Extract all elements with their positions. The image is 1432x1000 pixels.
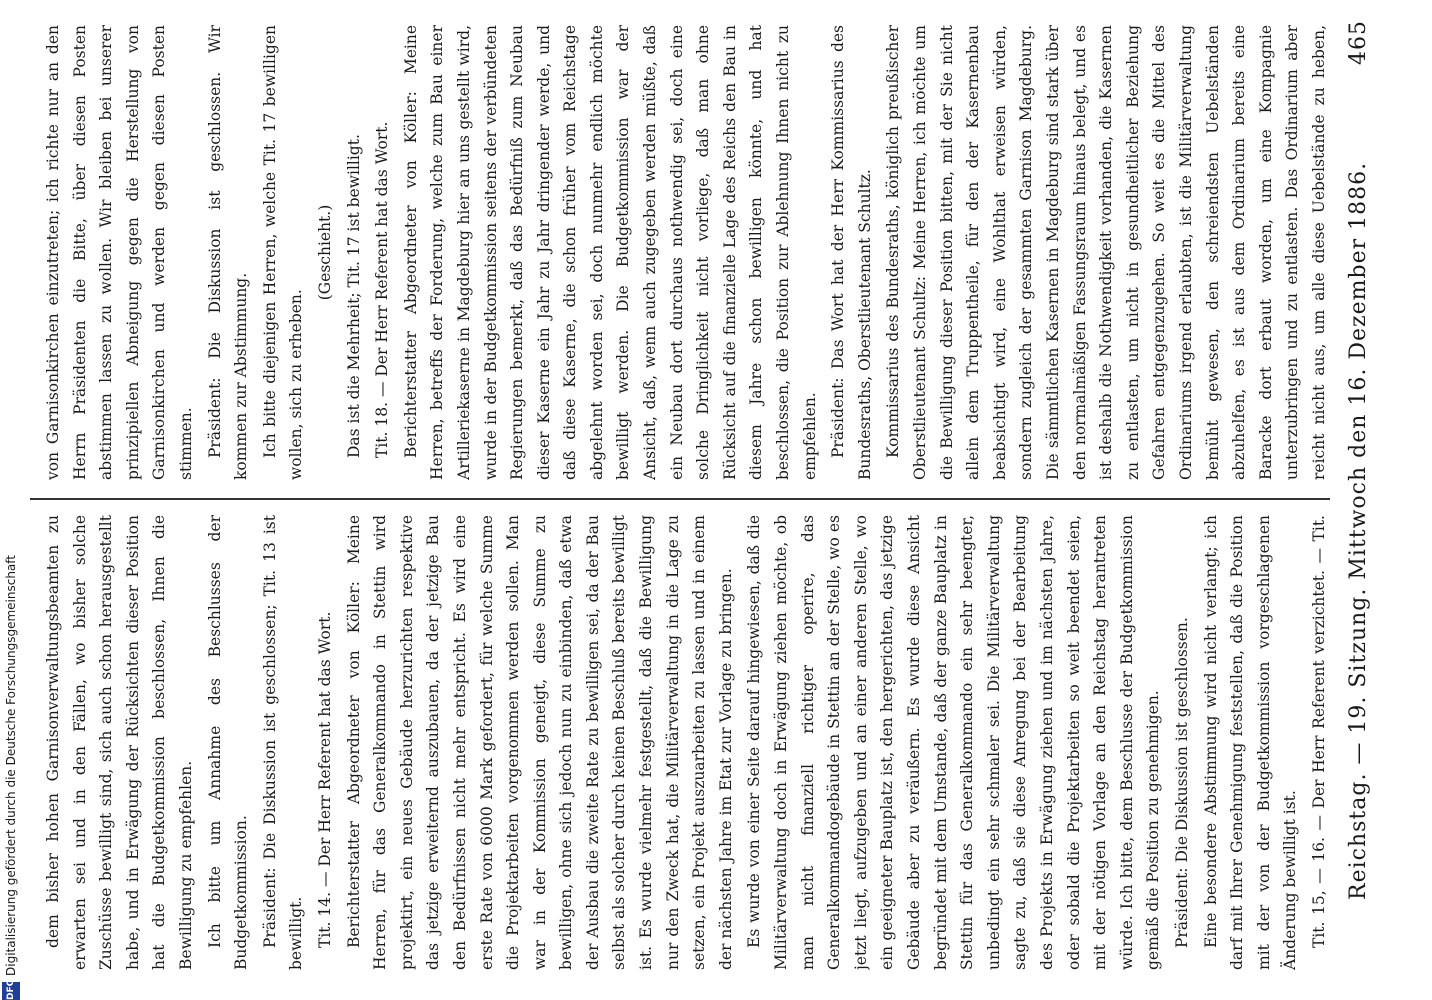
paragraph: Tit. 18. — Der Herr Referent hat das Wort. [373,121,392,458]
paragraph: Präsident: Die Diskussion ist geschlossen. Wir kommen zur Abstimmung. [205,25,251,480]
paragraph: Berichterstatter Abgeordneter von Köller: Meine Herren, für das Generalkommando in Stettin wird projektirt, ein neues Gebäude herzurichten respektive das jetzige erweiternd auszubauen, da der jetzige Bau den Bedürfnissen nicht mehr entspricht. Es wird eine erste Rate von 6000 Mark gefordert, für welche Summe die Projektarbeiten vorgenommen werden sollen. Man war in der Kommission geneigt, diese Summe zu bewilligen, ohne sich jedoch nun zu einbinden, daß etwa der Ausbau die zweite Rate zu bewilligen sei, da der Bau selbst als solcher durch keinen Beschluß bereits bewilligt ist. Es wurde vielmehr festgestellt, daß die Bewilligung nur den Zweck hat, die Militärverwaltung in die Lage zu setzen, ein Projekt auszuarbeiten zu lassen und in einem der nächsten Jahre im Etat zur Vorlage zu bringen. [344,515,735,970]
page-number: 465 [1346,20,1371,65]
paragraph: Kommissarius des Bundesraths, königlich preußischer Oberstlieutenant Schultz: Meine Herren, ich möchte um die Bewilligung dieser Position bitten, mit der Sie nicht allein dem Truppentheile, für den der Kasernenbau beabsichtigt wird, eine Wohlthat erweisen würden, sondern zugleich der gesammten Garnison Magdeburg. Die sämmtlichen Kasernen in Magdeburg sind stark über den normalmäßigen Fassungsraum hinaus belegt, und es ist deshalb die Nothwendigkeit vorhanden, die Kasernen zu entlasten, um nicht in gesundheitlicher Beziehung Gefahren entgegenzugehen. So weit es die Mittel des Ordinariums irgend erlaubten, ist die Militärverwaltung bemüht gewesen, den schreiendsten Uebelständen abzuhelfen, es ist aus dem Ordinarium bereits eine Baracke dort erbaut worden, um eine Kompagnie unterzubringen und zu entlasten. Das Ordinarium aber reicht nicht aus, um alle diese Uebelstände zu heben, [884,25,1328,480]
paragraph: Tit. 15, — 16. — Der Herr Referent verzichtet. — Tit. [1309,515,1328,948]
paragraph: Eine besondere Abstimmung wird nicht verlangt; ich darf mit Ihrer Genehmigung feststellen, daß die Position mit der von der Budgetkommission vorgeschlagenen Änderung bewilligt ist. [1201,515,1300,970]
paragraph: Es wurde von einer Seite darauf hingewiesen, daß die Militärverwaltung doch in Erwägung ziehen möchte, ob man nicht finanziell richtiger operire, das Generalkommandogebäude in Stettin an der Stelle, wo es jetzt liegt, aufzugeben und an einer anderen Stelle, wo ein geeigneter Bauplatz ist, den hergerichten, das jetzige Gebäude aber zu veräußern. Es wurde diese Ansicht begründet mit dem Umstande, daß der ganze Bauplatz in Stettin für das Generalkommando ein sehr beengter, unbedingt ein sehr schmaler sei. Die Militärverwaltung sagte zu, daß sie diese Anregung bei der Bearbeitung des Projekts in Erwägung ziehen und im nächsten Jahre, oder sobald die Projektarbeiten so weit beendet seien, mit der nötigen Vorlage an den Reichstag herantreten würde. Ich bitte, dem Beschlusse der Budgetkommission gemäß die Position zu genehmigen. [745,515,1163,970]
paragraph: Präsident: Die Diskussion ist geschlossen. [1172,617,1191,948]
right-column [40,25,1330,480]
paragraph: (Geschieht.) [315,204,334,301]
paragraph: Ich bitte um Annahme des Beschlusses der Budgetkommission. [205,515,251,970]
paragraph: von Garnisonkirchen einzutreten; ich richte nur an den Herrn Präsidenten die Bitte, über diesen Posten abstimmen lassen zu wollen. Wir bleiben bei unserer prinzipiellen Abneigung gegen die Herstellung von Garnisonkirchen und werden gegen diesen Posten stimmen. [44,25,195,480]
left-column [40,515,1330,970]
digitization-credit [0,0,24,1000]
paragraph: Berichterstatter Abgeordneter von Köller: Meine Herren, betreffs der Forderung, welche zum Bau einer Artilleriekaserne in Magdeburg hier an uns gestellt wird, wurde in der Budgetkommission seitens der verbündeten Regierungen bemerkt, daß das Bedürfniß zum Neubau dieser Kaserne ein Jahr zu Jahr dringender werde, und daß diese Kaserne, die schon früher vom Reichstage abgelehnt worden sei, doch nunmehr endlich möchte bewilligt werden. Die Budgetkommission war der Ansicht, daß, wenn auch zugegeben werden müßte, daß ein Neubau dort durchaus nothwendig sei, doch eine solche Dringlichkeit nicht vorliege, daß man ohne Rücksicht auf die finanzielle Lage des Reichs den Bau in diesem Jahre schon bewilligen könnte, und hat beschlossen, die Position zur Ablehnung Ihnen nicht zu empfehlen. [401,25,819,480]
header-title: Reichstag. — 19. Sitzung. Mittwoch den 16. Dezember 1886. [1346,161,1371,900]
running-header [1340,10,1380,970]
paragraph: Präsident: Die Diskussion ist geschlossen; Tit. 13 ist bewilligt. [260,515,306,970]
paragraph: Das ist die Mehrheit; Tit. 17 ist bewilligt. [344,134,363,458]
paragraph: Tit. 14. — Der Herr Referent hat das Wort. [315,611,334,948]
credit-text: Digitalisierung gefördert durch die Deutsche Forschungsgemeinschaft [4,554,18,976]
column-divider [30,498,1330,500]
paragraph: dem bisher hohen Garnisonverwaltungsbeamten zu erwarten sei und in den Fällen, wo bisher solche Zuschüsse bewilligt sind, sich auch schon herausgestellt habe, und in Erwägung der Rücksichten dieser Position hat die Budgetkommission beschlossen, Ihnen die Bewilligung zu empfehlen. [44,515,195,970]
paragraph: Ich bitte diejenigen Herren, welche Tit. 17 bewilligen wollen, sich zu erheben. [260,25,306,480]
dfg-logo-icon: DFG [2,982,20,1000]
paragraph: Präsident: Das Wort hat der Herr Kommissarius des Bundesraths, Oberstlieutenant Schultz. [829,25,874,480]
